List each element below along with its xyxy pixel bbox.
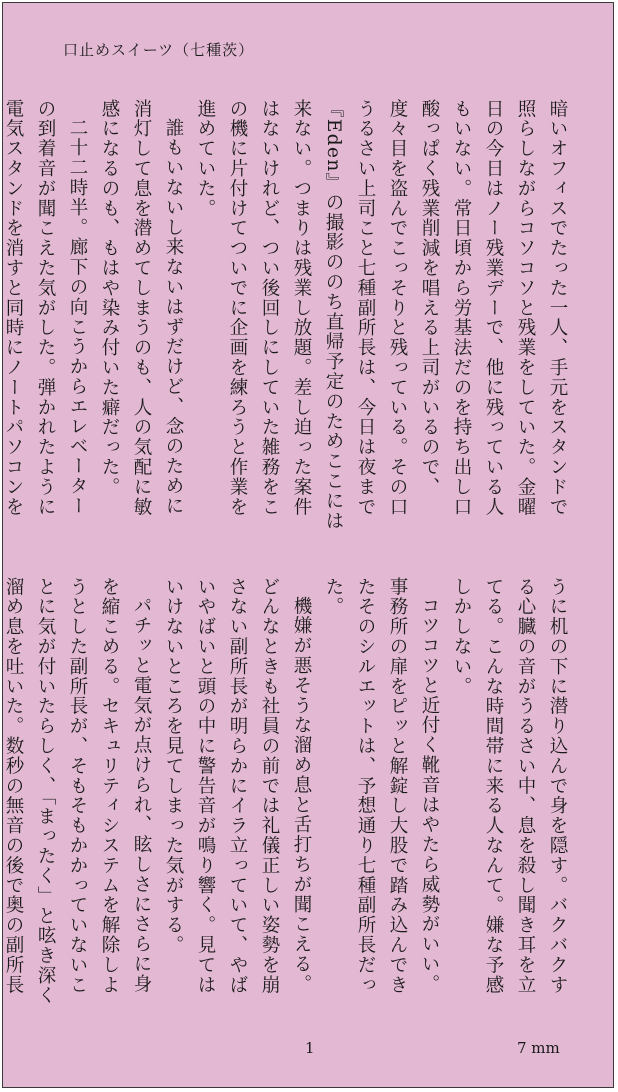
page-number: 1 xyxy=(305,1039,315,1057)
paragraph: 二十二時半。廊下の向こうからエレベーターの到着音が聞こえた気がした。弾かれたように電気スタンドを消すと同時にノートパソコンを xyxy=(3,99,88,517)
margin-label: 7 mm xyxy=(517,1039,560,1057)
paragraph: 機嫌が悪そうな溜め息と舌打ちが聞こえる。どんなときも社員の前では礼儀正しい姿勢を崩さない副所長が明らかにイラ立っていて、やばいやばいと頭の中に警告音が鳴り響く。見てはいけないところを見てしまった気がする。 xyxy=(163,577,312,995)
paragraph: コツコツと近付く靴音はやたら威勢がいい。事務所の扉をピッと解錠し大股で踏み込んできたそのシルエットは、予想通り七種副所長だった。 xyxy=(323,577,440,995)
paragraph: 誰もいないし来ないはずだけど、念のために消灯して息を潜めてしまうのも、人の気配に敏感になるのも、もはや染み付いた癖だった。 xyxy=(99,99,184,517)
text-block-bottom xyxy=(3,577,573,1009)
document-title: 口止めスイーツ（七種茨） xyxy=(63,41,255,59)
paragraph: うに机の下に潜り込んで身を隠す。バクバクする心臓の音がうるさい中、息を殺し聞き耳を立てる。こんな時間帯に来る人なんて。嫌な予感しかしない。 xyxy=(451,577,568,995)
paragraph: パチッと電気が点けられ、眩しさにさらに身を縮こめる。セキュリティシステムを解除しようとした副所長が、そもそもかかっていないことに気が付いたらしく、「まったく」と呟き深く溜め息を吐いた。数秒の無音の後で奥の副所長 xyxy=(3,577,152,1006)
manuscript-page xyxy=(2,2,614,1088)
text-block-top xyxy=(3,99,573,531)
paragraph: 暗いオフィスでたった一人、手元をスタンドで照らしながらコソコソと残業をしていた。金曜日の今日はノー残業デーで、他に残っている人もいない。常日頃から労基法だのを持ち出し口酸っぱく残業削減を唱える上司がいるので、度々目を盗んでこっそりと残っている。その口うるさい上司こと七種副所長は、今日は夜まで『Eden』の撮影ののち直帰予定のためここには来ない。つまりは残業し放題。差し迫った案件はないけれど、つい後回しにしていた雑務をこの機に片付けてついでに企画を練ろうと作業を進めていた。 xyxy=(195,99,568,531)
